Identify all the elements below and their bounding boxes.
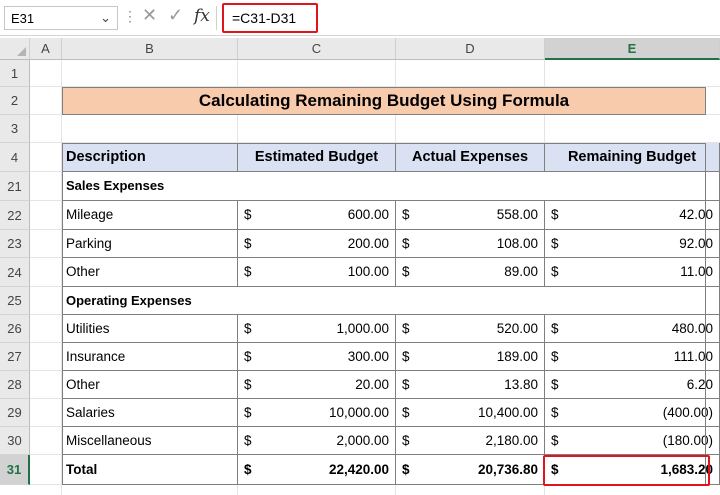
sheet-title[interactable]: Calculating Remaining Budget Using Formula <box>62 87 706 115</box>
section-header[interactable]: Operating Expenses <box>62 287 720 315</box>
row-header-3[interactable]: 3 <box>0 115 30 143</box>
act-value: 558.00 <box>496 207 538 222</box>
act-value: 20,736.80 <box>477 462 538 477</box>
insert-function-icon[interactable]: fx <box>194 6 210 26</box>
rem-value: 92.00 <box>679 236 713 251</box>
currency-symbol: $ <box>402 462 410 477</box>
rem-cell[interactable] <box>545 258 720 287</box>
currency-symbol: $ <box>402 207 410 222</box>
est-cell[interactable] <box>238 371 396 399</box>
row-header-28[interactable]: 28 <box>0 371 30 399</box>
column-header-b[interactable]: B <box>62 38 238 60</box>
rem-cell[interactable] <box>545 427 720 455</box>
currency-symbol: $ <box>244 236 252 251</box>
rem-value: 42.00 <box>679 207 713 222</box>
description-cell[interactable]: Insurance <box>62 343 238 371</box>
row-header-4[interactable]: 4 <box>0 143 30 172</box>
currency-symbol: $ <box>244 207 252 222</box>
est-value: 1,000.00 <box>336 321 389 336</box>
currency-symbol: $ <box>402 236 410 251</box>
rem-cell[interactable] <box>545 343 720 371</box>
est-cell[interactable] <box>238 258 396 287</box>
row-header-21[interactable]: 21 <box>0 172 30 201</box>
more-dots-icon[interactable]: ⋮ <box>123 8 137 24</box>
currency-symbol: $ <box>402 264 410 279</box>
est-value: 300.00 <box>347 349 389 364</box>
act-cell[interactable] <box>396 315 545 343</box>
currency-symbol: $ <box>402 349 410 364</box>
column-header-a[interactable]: A <box>30 38 62 60</box>
est-value: 2,000.00 <box>336 433 389 448</box>
cancel-icon[interactable]: ✕ <box>142 5 158 25</box>
currency-symbol: $ <box>551 377 559 392</box>
act-value: 189.00 <box>496 349 538 364</box>
rem-cell[interactable] <box>545 399 720 427</box>
est-cell[interactable] <box>238 399 396 427</box>
est-value: 100.00 <box>347 264 389 279</box>
act-value: 2,180.00 <box>485 433 538 448</box>
rem-cell[interactable] <box>545 201 720 230</box>
est-value: 200.00 <box>347 236 389 251</box>
currency-symbol: $ <box>244 462 252 477</box>
currency-symbol: $ <box>402 321 410 336</box>
table-header-cell[interactable]: Estimated Budget <box>238 143 396 172</box>
act-cell[interactable] <box>396 455 545 485</box>
description-cell[interactable]: Miscellaneous <box>62 427 238 455</box>
currency-symbol: $ <box>244 349 252 364</box>
rem-cell[interactable] <box>545 455 720 485</box>
currency-symbol: $ <box>551 207 559 222</box>
currency-symbol: $ <box>551 405 559 420</box>
row-header-31[interactable]: 31 <box>0 455 30 485</box>
est-value: 22,420.00 <box>328 462 389 477</box>
rem-value: 11.00 <box>680 264 713 279</box>
table-header-cell[interactable]: Actual Expenses <box>396 143 545 172</box>
enter-icon[interactable]: ✓ <box>168 5 184 25</box>
rem-value: 1,683.20 <box>660 462 713 477</box>
rem-value: 480.00 <box>671 321 713 336</box>
est-cell[interactable] <box>238 201 396 230</box>
row-header-2[interactable]: 2 <box>0 87 30 115</box>
formula-input[interactable] <box>222 3 318 33</box>
rem-value: 6.20 <box>686 377 713 392</box>
row-header-1[interactable]: 1 <box>0 60 30 87</box>
act-value: 520.00 <box>496 321 538 336</box>
act-cell[interactable] <box>396 230 545 258</box>
description-cell[interactable]: Mileage <box>62 201 238 230</box>
description-cell[interactable]: Utilities <box>62 315 238 343</box>
currency-symbol: $ <box>244 405 252 420</box>
currency-symbol: $ <box>551 236 559 251</box>
formula-bar-divider <box>216 6 217 30</box>
description-cell[interactable]: Parking <box>62 230 238 258</box>
act-cell[interactable] <box>396 399 545 427</box>
act-cell[interactable] <box>396 258 545 287</box>
column-header-c[interactable]: C <box>238 38 396 60</box>
rem-value: (400.00) <box>662 405 713 420</box>
row-header-25[interactable]: 25 <box>0 287 30 315</box>
est-value: 20.00 <box>355 377 389 392</box>
rem-cell[interactable] <box>545 230 720 258</box>
act-cell[interactable] <box>396 343 545 371</box>
rem-cell[interactable] <box>545 371 720 399</box>
rem-cell[interactable] <box>545 315 720 343</box>
row-header-23[interactable]: 23 <box>0 230 30 258</box>
column-header-d[interactable]: D <box>396 38 545 60</box>
column-header-e[interactable]: E <box>545 38 720 60</box>
name-box-value: E31 <box>11 11 35 26</box>
total-label[interactable]: Total <box>62 455 238 485</box>
currency-symbol: $ <box>244 433 252 448</box>
act-value: 13.80 <box>504 377 538 392</box>
est-cell[interactable] <box>238 427 396 455</box>
formula-text: =C31-D31 <box>232 10 297 26</box>
est-value: 600.00 <box>347 207 389 222</box>
currency-symbol: $ <box>551 349 559 364</box>
chevron-down-icon[interactable]: ⌄ <box>100 10 111 25</box>
row-header-29[interactable]: 29 <box>0 399 30 427</box>
currency-symbol: $ <box>551 321 559 336</box>
description-cell[interactable]: Other <box>62 371 238 399</box>
description-cell[interactable]: Salaries <box>62 399 238 427</box>
row-header-26[interactable]: 26 <box>0 315 30 343</box>
row-header-24[interactable]: 24 <box>0 258 30 287</box>
est-cell[interactable] <box>238 230 396 258</box>
select-all-corner[interactable] <box>0 38 30 60</box>
row-header-30[interactable]: 30 <box>0 427 30 455</box>
currency-symbol: $ <box>551 462 559 477</box>
table-header-cell[interactable]: Remaining Budget <box>545 143 720 172</box>
currency-symbol: $ <box>402 405 410 420</box>
est-cell[interactable] <box>238 343 396 371</box>
act-value: 108.00 <box>496 236 538 251</box>
currency-symbol: $ <box>244 377 252 392</box>
est-cell[interactable] <box>238 315 396 343</box>
description-cell[interactable]: Other <box>62 258 238 287</box>
table-header-cell[interactable]: Description <box>62 143 238 172</box>
act-value: 10,400.00 <box>477 405 538 420</box>
name-box[interactable] <box>4 6 118 30</box>
row-header-27[interactable]: 27 <box>0 343 30 371</box>
currency-symbol: $ <box>402 433 410 448</box>
rem-value: 111.00 <box>673 349 713 364</box>
section-header[interactable]: Sales Expenses <box>62 172 720 201</box>
currency-symbol: $ <box>244 264 252 279</box>
currency-symbol: $ <box>551 433 559 448</box>
est-cell[interactable] <box>238 455 396 485</box>
act-cell[interactable] <box>396 201 545 230</box>
row-header-22[interactable]: 22 <box>0 201 30 230</box>
est-value: 10,000.00 <box>328 405 389 420</box>
currency-symbol: $ <box>244 321 252 336</box>
rem-value: (180.00) <box>662 433 713 448</box>
act-cell[interactable] <box>396 427 545 455</box>
act-value: 89.00 <box>504 264 538 279</box>
currency-symbol: $ <box>551 264 559 279</box>
act-cell[interactable] <box>396 371 545 399</box>
formula-bar <box>0 0 720 36</box>
currency-symbol: $ <box>402 377 410 392</box>
